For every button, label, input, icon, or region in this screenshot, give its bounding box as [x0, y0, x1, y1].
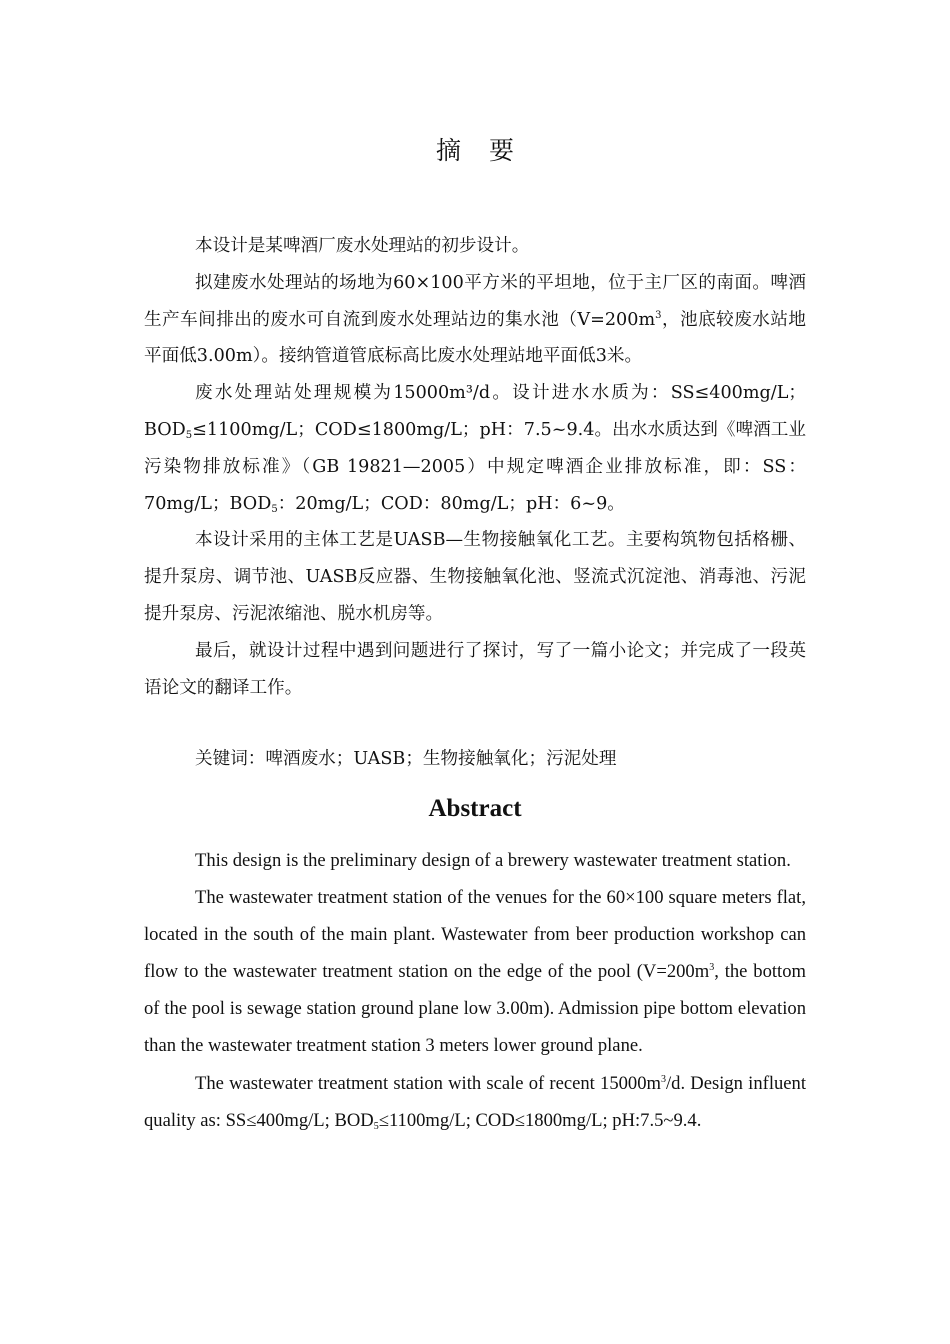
- cn-paragraph-5: 最后，就设计过程中遇到问题进行了探讨，写了一篇小论文；并完成了一段英语论文的翻译工作。: [144, 640, 806, 698]
- cn-paragraph-2: 拟建废水处理站的场地为60×100平方米的平坦地，位于主厂区的南面。啤酒生产车间排出的废水可自流到废水处理站边的集水池（$V=200m^3$，池底较废水站地平面低3.00m）。接纳管道管底标高比废水处理站地平面低3米。: [144, 272, 806, 367]
- english-abstract-body: [144, 842, 806, 1139]
- english-abstract-title: Abstract: [428, 795, 522, 822]
- subscript: 5: [185, 429, 193, 441]
- keywords-line: [195, 741, 806, 777]
- subscript: 5: [373, 1120, 379, 1132]
- keywords-label: 关键词：: [195, 749, 266, 769]
- en-paragraph-3: The wastewater treatment station with scale of recent $15000m^3/d$. Design influent quality as: SS≤400mg/L; $BOD_5\le 1100mg/L$; COD≤1800mg/L; pH:7.5~9.4.: [144, 1072, 807, 1132]
- superscript: 3: [655, 309, 662, 321]
- keywords-text: 啤酒废水；UASB；生物接触氧化；污泥处理: [265, 749, 617, 769]
- en-paragraph-1: This design is the preliminary design of a brewery wastewater treatment station.: [195, 850, 791, 871]
- cn-paragraph-4: 本设计采用的主体工艺是UASB—生物接触氧化工艺。主要构筑物包括格栅、提升泵房、调节池、UASB反应器、生物接触氧化池、竖流式沉淀池、消毒池、污泥提升泵房、污泥浓缩池、脱水机房等。: [144, 530, 806, 624]
- chinese-abstract-body: [144, 228, 806, 706]
- cn-paragraph-1: 本设计是某啤酒厂废水处理站的初步设计。: [195, 236, 530, 256]
- en-paragraph-2: The wastewater treatment station of the venues for the 60×100 square meters flat, located in the south of the main plant. Wastewater from beer production workshop can flow to the wastewater treatment station on the edge of the pool ($V=200m^3$, the bottom of the pool is sewage station ground plane low 3.00m). Admission pipe bottom elevation than the wastewater treatment station 3 meters lower ground plane.: [144, 887, 806, 1057]
- superscript: 3: [709, 962, 715, 974]
- superscript: 3: [660, 1073, 666, 1085]
- cn-paragraph-3: 废水处理站处理规模为15000m³/d。设计进水水质为：SS≤400mg/L；$BOD_5\le 1100mg/L$；COD≤1800mg/L；pH：7.5~9.4。出水水质达到《啤酒工业污染物排放标准》（GB 19821—2005）中规定啤酒企业排放标准，即：SS：70mg/L；$BOD_5$：20mg/L；COD：80mg/L；pH：6~9。: [144, 383, 806, 515]
- chinese-abstract-title: 摘要: [435, 136, 542, 165]
- subscript: 5: [271, 503, 278, 515]
